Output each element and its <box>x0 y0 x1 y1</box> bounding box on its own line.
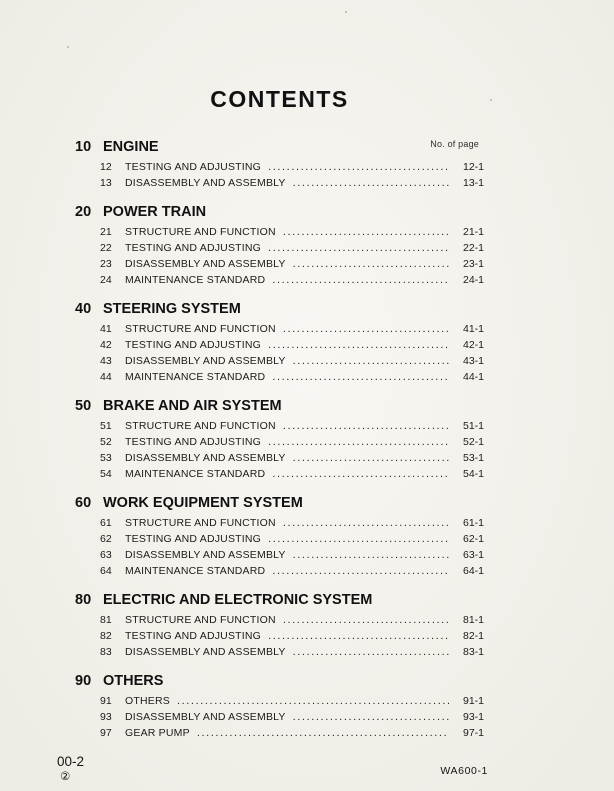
toc-section <box>75 494 484 579</box>
toc-entry <box>75 693 484 709</box>
section-number: 90 <box>75 673 92 689</box>
entry-number: 61 <box>100 517 112 529</box>
footer-page-number: 00-2 <box>57 754 85 770</box>
entry-page-number: 62-1 <box>462 533 484 545</box>
toc-entry <box>75 240 484 256</box>
entry-number: 53 <box>100 452 112 464</box>
entry-title: DISASSEMBLY AND ASSEMBLY <box>125 452 286 464</box>
entry-number: 23 <box>100 258 112 270</box>
section-title: STEERING SYSTEM <box>103 301 241 317</box>
dot-leader <box>268 240 449 256</box>
dot-leader <box>283 321 449 337</box>
entry-number: 42 <box>100 339 112 351</box>
toc-entry <box>75 337 484 353</box>
entry-page-number: 13-1 <box>462 177 484 189</box>
entry-page-number: 42-1 <box>462 339 484 351</box>
entry-page-number: 93-1 <box>462 711 484 723</box>
entry-number: 21 <box>100 226 112 238</box>
dot-leader <box>268 337 449 353</box>
entry-page-number: 24-1 <box>462 274 484 286</box>
toc-content <box>75 138 484 753</box>
entry-page-number: 63-1 <box>462 549 484 561</box>
dot-leader <box>283 418 449 434</box>
footer-model-number: WA600-1 <box>440 765 488 777</box>
section-header <box>75 672 484 690</box>
dot-leader <box>272 563 449 579</box>
toc-entry <box>75 175 484 191</box>
dot-leader <box>293 644 449 660</box>
entry-number: 93 <box>100 711 112 723</box>
section-number: 20 <box>75 204 92 220</box>
entry-page-number: 41-1 <box>462 323 484 335</box>
entry-title: STRUCTURE AND FUNCTION <box>125 517 276 529</box>
scan-artifact <box>490 99 492 101</box>
entry-title: DISASSEMBLY AND ASSEMBLY <box>125 177 286 189</box>
dot-leader <box>283 224 449 240</box>
entry-page-number: 82-1 <box>462 630 484 642</box>
page-column-label: No. of page <box>430 139 479 149</box>
dot-leader <box>293 256 449 272</box>
entry-title: TESTING AND ADJUSTING <box>125 533 262 545</box>
toc-entry <box>75 434 484 450</box>
toc-entry <box>75 321 484 337</box>
toc-entry <box>75 224 484 240</box>
toc-entry <box>75 725 484 741</box>
entry-number: 91 <box>100 695 112 707</box>
dot-leader <box>283 612 449 628</box>
entry-number: 54 <box>100 468 112 480</box>
dot-leader <box>283 515 449 531</box>
toc-section <box>75 203 484 288</box>
entry-title: DISASSEMBLY AND ASSEMBLY <box>125 711 286 723</box>
entry-number: 97 <box>100 727 112 739</box>
entry-title: OTHERS <box>125 695 170 707</box>
toc-entry <box>75 272 484 288</box>
section-header <box>75 203 484 221</box>
entry-title: MAINTENANCE STANDARD <box>125 274 266 286</box>
entry-title: STRUCTURE AND FUNCTION <box>125 226 276 238</box>
entry-page-number: 44-1 <box>462 371 484 383</box>
entry-page-number: 52-1 <box>462 436 484 448</box>
entry-page-number: 91-1 <box>462 695 484 707</box>
section-header <box>75 397 484 415</box>
entry-number: 51 <box>100 420 112 432</box>
dot-leader <box>272 466 449 482</box>
entry-number: 82 <box>100 630 112 642</box>
entry-page-number: 81-1 <box>462 614 484 626</box>
section-number: 50 <box>75 398 92 414</box>
section-title: OTHERS <box>103 673 164 689</box>
entry-number: 52 <box>100 436 112 448</box>
section-header <box>75 138 484 156</box>
toc-entry <box>75 547 484 563</box>
entry-title: MAINTENANCE STANDARD <box>125 565 266 577</box>
entry-page-number: 23-1 <box>462 258 484 270</box>
dot-leader <box>268 159 449 175</box>
entry-title: DISASSEMBLY AND ASSEMBLY <box>125 258 286 270</box>
entry-number: 64 <box>100 565 112 577</box>
footer-circled-number: ② <box>60 770 71 783</box>
dot-leader <box>272 369 449 385</box>
dot-leader <box>268 434 449 450</box>
entry-number: 81 <box>100 614 112 626</box>
toc-section <box>75 300 484 385</box>
toc-entry <box>75 709 484 725</box>
dot-leader <box>268 628 449 644</box>
section-title: BRAKE AND AIR SYSTEM <box>103 398 282 414</box>
entry-page-number: 97-1 <box>462 727 484 739</box>
toc-section <box>75 591 484 660</box>
dot-leader <box>293 547 449 563</box>
entry-number: 24 <box>100 274 112 286</box>
entry-title: DISASSEMBLY AND ASSEMBLY <box>125 549 286 561</box>
toc-entry <box>75 466 484 482</box>
toc-entry <box>75 563 484 579</box>
entry-number: 41 <box>100 323 112 335</box>
toc-entry <box>75 353 484 369</box>
entry-number: 13 <box>100 177 112 189</box>
section-title: POWER TRAIN <box>103 204 207 220</box>
entry-title: TESTING AND ADJUSTING <box>125 161 262 173</box>
entry-page-number: 12-1 <box>462 161 484 173</box>
entry-page-number: 51-1 <box>462 420 484 432</box>
dot-leader <box>293 709 449 725</box>
toc-entry <box>75 369 484 385</box>
entry-number: 44 <box>100 371 112 383</box>
toc-entry <box>75 628 484 644</box>
toc-section <box>75 672 484 741</box>
footer-left <box>57 754 84 783</box>
entry-title: TESTING AND ADJUSTING <box>125 436 262 448</box>
section-number: 10 <box>75 139 92 155</box>
section-title: ELECTRIC AND ELECTRONIC SYSTEM <box>103 592 373 608</box>
section-header <box>75 300 484 318</box>
entry-page-number: 54-1 <box>462 468 484 480</box>
entry-page-number: 61-1 <box>462 517 484 529</box>
section-title: ENGINE <box>103 139 159 155</box>
dot-leader <box>197 725 449 741</box>
entry-page-number: 21-1 <box>462 226 484 238</box>
entry-title: MAINTENANCE STANDARD <box>125 371 266 383</box>
entry-number: 63 <box>100 549 112 561</box>
toc-entry <box>75 159 484 175</box>
entry-page-number: 83-1 <box>462 646 484 658</box>
toc-entry <box>75 515 484 531</box>
section-title: WORK EQUIPMENT SYSTEM <box>103 495 303 511</box>
toc-entry <box>75 418 484 434</box>
entry-title: DISASSEMBLY AND ASSEMBLY <box>125 646 286 658</box>
entry-number: 62 <box>100 533 112 545</box>
entry-page-number: 64-1 <box>462 565 484 577</box>
toc-entry <box>75 612 484 628</box>
toc-entry <box>75 644 484 660</box>
entry-title: TESTING AND ADJUSTING <box>125 242 262 254</box>
section-number: 40 <box>75 301 92 317</box>
scan-artifact <box>345 11 347 13</box>
toc-entry <box>75 256 484 272</box>
entry-title: DISASSEMBLY AND ASSEMBLY <box>125 355 286 367</box>
entry-title: STRUCTURE AND FUNCTION <box>125 614 276 626</box>
entry-title: MAINTENANCE STANDARD <box>125 468 266 480</box>
toc-section <box>75 397 484 482</box>
dot-leader <box>272 272 449 288</box>
dot-leader <box>268 531 449 547</box>
entry-page-number: 22-1 <box>462 242 484 254</box>
entry-title: STRUCTURE AND FUNCTION <box>125 420 276 432</box>
entry-number: 83 <box>100 646 112 658</box>
entry-page-number: 53-1 <box>462 452 484 464</box>
dot-leader <box>293 450 449 466</box>
toc-entry <box>75 450 484 466</box>
toc-section <box>75 138 484 191</box>
entry-title: STRUCTURE AND FUNCTION <box>125 323 276 335</box>
entry-number: 22 <box>100 242 112 254</box>
dot-leader <box>293 175 449 191</box>
dot-leader <box>177 693 449 709</box>
section-number: 60 <box>75 495 92 511</box>
dot-leader <box>293 353 449 369</box>
toc-entry <box>75 531 484 547</box>
section-header <box>75 591 484 609</box>
entry-title: GEAR PUMP <box>125 727 190 739</box>
scan-artifact <box>67 46 69 48</box>
section-number: 80 <box>75 592 92 608</box>
entry-page-number: 43-1 <box>462 355 484 367</box>
entry-title: TESTING AND ADJUSTING <box>125 339 262 351</box>
section-header <box>75 494 484 512</box>
entry-number: 43 <box>100 355 112 367</box>
entry-number: 12 <box>100 161 112 173</box>
page-title: CONTENTS <box>210 86 349 112</box>
entry-title: TESTING AND ADJUSTING <box>125 630 262 642</box>
